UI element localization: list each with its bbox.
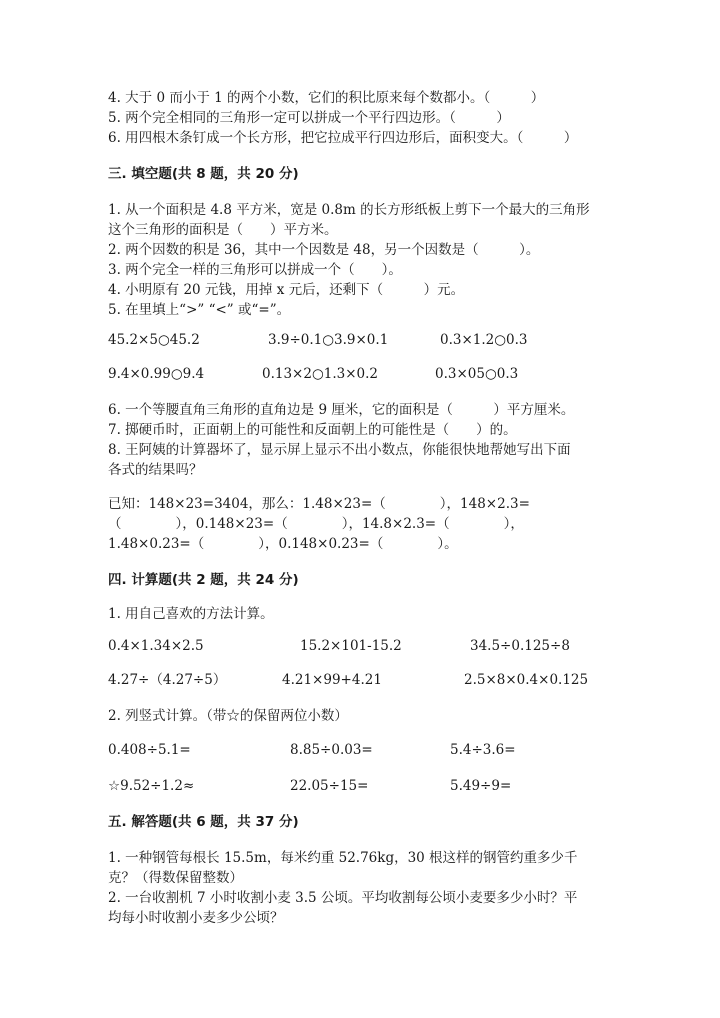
fill-line: 1. 从一个面积是 4.8 平方米，宽是 0.8m 的长方形纸板上剪下一个最大的三角形	[108, 202, 590, 218]
calc-expression: 4.21×99+4.21	[282, 672, 382, 688]
calc-expression: 5.4÷3.6=	[450, 742, 516, 758]
fill-line: 8. 王阿姨的计算器坏了，显示屏上显示不出小数点，你能很快地帮她写出下面	[108, 442, 571, 458]
calc-expression: 0.4×1.34×2.5	[108, 638, 204, 654]
calc-question-1: 1. 用自己喜欢的方法计算。	[108, 606, 274, 622]
calc-expression: 5.49÷9=	[450, 778, 512, 794]
answer-line: 均每小时收割小麦多少公顷？	[108, 910, 284, 926]
calc-expression: 34.5÷0.125÷8	[470, 638, 570, 654]
compare-expression: 9.4×0.99○9.4	[108, 366, 205, 382]
fill-line: 3. 两个完全一样的三角形可以拼成一个（ ）。	[108, 262, 402, 278]
section-heading-answer: 五. 解答题(共 6 题，共 37 分)	[108, 814, 299, 830]
calc-expression: 4.27÷（4.27÷5）	[108, 672, 227, 688]
calc-expression: 0.408÷5.1=	[108, 742, 191, 758]
fill-line: 4. 小明原有 20 元钱，用掉 x 元后，还剩下（ ）元。	[108, 282, 465, 298]
calc-expression: ☆9.52÷1.2≈	[108, 778, 195, 794]
fill-line: 6. 一个等腰直角三角形的直角边是 9 厘米，它的面积是（ ）平方厘米。	[108, 402, 575, 418]
compare-expression: 0.3×05○0.3	[435, 366, 519, 382]
compare-expression: 45.2×5○45.2	[108, 332, 200, 348]
fill-line: 2. 两个因数的积是 36，其中一个因数是 48，另一个因数是（ ）。	[108, 242, 540, 258]
answer-line: 2. 一台收割机 7 小时收割小麦 3.5 公顷。平均收割每公顷小麦要多少小时？平	[108, 890, 578, 906]
calc-expression: 2.5×8×0.4×0.125	[464, 672, 589, 688]
compare-expression: 0.3×1.2○0.3	[440, 332, 528, 348]
fill-line: 这个三角形的面积是（ ）平方米。	[108, 222, 338, 238]
calc-expression: 22.05÷15=	[290, 778, 369, 794]
section-heading-fill: 三. 填空题(共 8 题，共 20 分)	[108, 166, 299, 182]
compare-expression: 0.13×2○1.3×0.2	[262, 366, 378, 382]
fill-line: 1.48×0.23=（ ），0.148×0.23=（ ）。	[108, 536, 458, 552]
answer-line: 克？（得数保留整数）	[108, 870, 243, 886]
calc-expression: 15.2×101-15.2	[300, 638, 402, 654]
fill-line: 已知：148×23=3404，那么：1.48×23=（ ），148×2.3=	[108, 496, 530, 512]
compare-expression: 3.9÷0.1○3.9×0.1	[268, 332, 389, 348]
judge-item-4: 4. 大于 0 而小于 1 的两个小数，它们的积比原来每个数都小。（ ）	[108, 90, 545, 106]
judge-item-5: 5. 两个完全相同的三角形一定可以拼成一个平行四边形。（ ）	[108, 110, 510, 126]
answer-line: 1. 一种钢管每根长 15.5m，每米约重 52.76kg，30 根这样的钢管约重多少千	[108, 850, 578, 866]
calc-question-2: 2. 列竖式计算。（带☆的保留两位小数）	[108, 708, 348, 724]
calc-expression: 8.85÷0.03=	[290, 742, 373, 758]
fill-line: （ ），0.148×23=（ ），14.8×2.3=（ ），	[108, 516, 524, 532]
fill-line: 7. 掷硬币时，正面朝上的可能性和反面朝上的可能性是（ ）的。	[108, 422, 517, 438]
judge-item-6: 6. 用四根木条钉成一个长方形，把它拉成平行四边形后，面积变大。（ ）	[108, 130, 578, 146]
fill-line: 各式的结果吗？	[108, 462, 203, 478]
section-heading-calc: 四. 计算题(共 2 题，共 24 分)	[108, 572, 299, 588]
fill-line: 5. 在里填上“>” “<” 或“=”。	[108, 302, 291, 318]
